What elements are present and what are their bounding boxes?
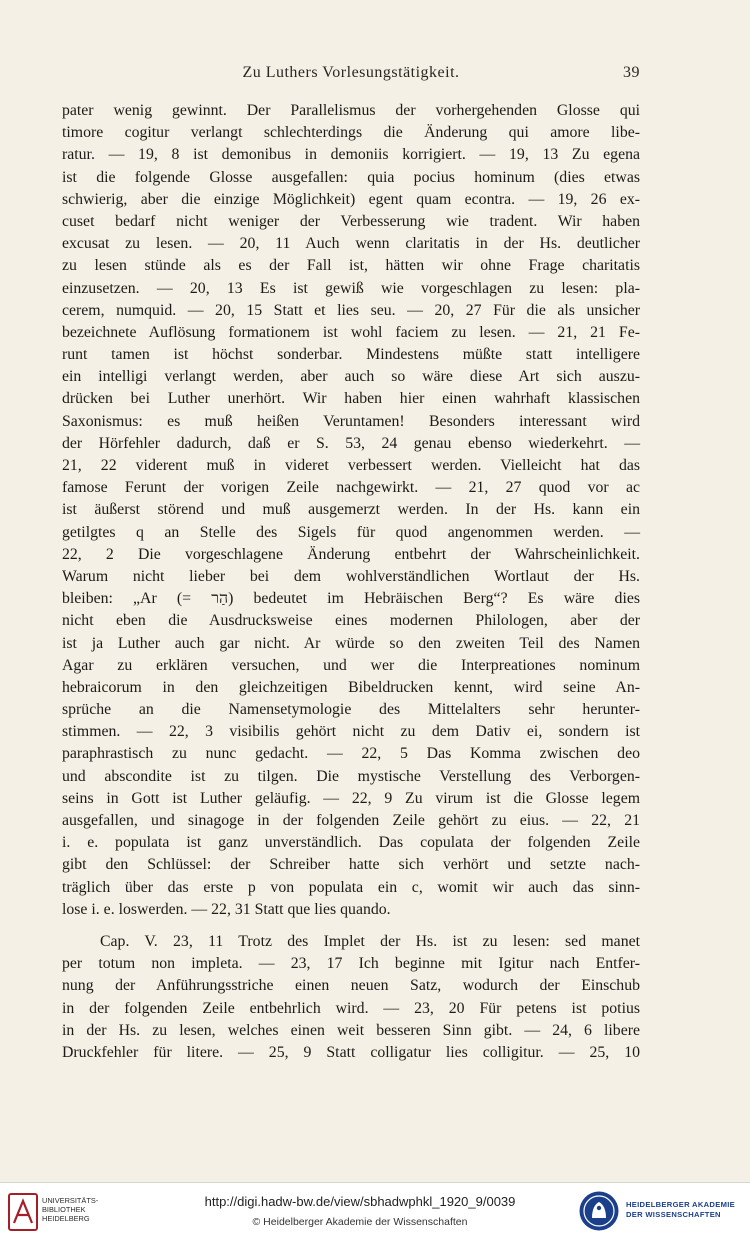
university-library-name: UNIVERSITÄTS- BIBLIOTHEK HEIDELBERG: [42, 1196, 99, 1223]
text-line: bleiben: „Ar (= הַר) bedeutet im Hebräischen Berg“? Es wäre dies: [62, 590, 640, 608]
text-line: der Hörfehler dadurch, daß er S. 53, 24 genau ebenso wiederkehrt. —: [62, 434, 640, 452]
university-library-logo-icon: [8, 1193, 38, 1231]
text-line: ist ja Luther auch gar nicht. Ar würde so den zweiten Teil des Namen: [62, 634, 640, 652]
footer-bar: [0, 1182, 750, 1241]
paragraph-2: [62, 931, 640, 1064]
text-line: Cap. V. 23, 11 Trotz des Implet der Hs. ist zu lesen: sed manet: [100, 932, 640, 950]
text-line: ein intelligi verlangt werden, aber auch so wäre diese Art sich auszu-: [62, 368, 640, 386]
text-line: per totum non impleta. — 23, 17 Ich beginne mit Igitur nach Entfer-: [62, 955, 640, 973]
text-line: bezeichnete Auflösung formationem ist wohl faciem zu lesen. — 21, 21 Fe-: [62, 323, 640, 341]
text-line: seins in Gott ist Luther geläufig. — 22, 9 Zu virum ist die Glosse legem: [62, 789, 640, 807]
text-line: excusat zu lesen. — 20, 11 Auch wenn claritatis in der Hs. deutlicher: [62, 235, 640, 253]
text-line: und abscondite ist zu tilgen. Die mystische Verstellung des Verborgen-: [62, 767, 640, 785]
text-line: i. e. populata ist ganz unverständlich. Das copulata der folgenden Zeile: [62, 834, 640, 852]
text-line: träglich über das erste p von populata ein c, womit wir auch das sinn-: [62, 878, 640, 896]
text-line: Warum nicht lieber bei dem wohlverständlichen Wortlaut der Hs.: [62, 567, 640, 585]
text-line: Agar zu erklären versuchen, und wer die Interpreationes nominum: [62, 656, 640, 674]
running-title: Zu Luthers Vorlesungstätigkeit.: [242, 64, 460, 81]
text-line: ist die folgende Glosse ausgefallen: quia pocius hominum (dies etwas: [62, 168, 640, 186]
text-line: in der folgenden Zeile entbehrlich wird. — 23, 20 Für petens ist potius: [62, 999, 640, 1017]
text-line: 22, 2 Die vorgeschlagene Änderung entbehrt der Wahrscheinlichkeit.: [62, 545, 640, 563]
text-line: cuset bedarf nicht weniger der Verbesserung wie tradent. Wir haben: [62, 212, 640, 230]
running-head: [62, 64, 640, 84]
text-line: cerem, numquid. — 20, 15 Statt et lies seu. — 20, 27 Für die als unsicher: [62, 301, 640, 319]
text-line: Saxonismus: es muß heißen Veruntamen! Besonders interessant wird: [62, 412, 640, 430]
text-line: zu lesen stünde als es der Fall ist, hätten wir ohne Frage charitatis: [62, 257, 640, 275]
academy-name: HEIDELBERGER AKADEMIE DER WISSENSCHAFTEN: [626, 1200, 735, 1219]
text-line: getilgtes q an Stelle des Sigels für quod angenommen werden. —: [62, 523, 640, 541]
text-line: ist äußerst störend und muß ausgemerzt werden. In der Hs. kann ein: [62, 501, 640, 519]
text-line: timore cogitur verlangt schlechterdings die Änderung qui amore libe-: [62, 124, 640, 142]
text-line: ausgefallen, und sinagoge in der folgenden Zeile gehört zu eius. — 22, 21: [62, 812, 640, 829]
text-line: nicht eben die Ausdrucksweise eines modernen Philologen, aber der: [62, 612, 640, 630]
text-line: famose Ferunt der vorigen Zeile nachgewirkt. — 21, 27 quod vor ac: [62, 479, 640, 497]
text-line: in der Hs. zu lesen, welches einen weit besseren Sinn gibt. — 24, 6 libere: [62, 1021, 640, 1039]
text-line: hebraicorum in den gleichzeitigen Bibeldrucken kennt, wird seine An-: [62, 678, 640, 696]
text-line: nung der Anführungsstriche einen neuen Satz, wodurch der Einschub: [62, 977, 640, 995]
page-number: 39: [623, 64, 640, 81]
text-line: runt tamen ist höchst sonderbar. Mindestens müßte statt intelligere: [62, 346, 640, 364]
text-line: ratur. — 19, 8 ist demonibus in demoniis korrigiert. — 19, 13 Zu egena: [62, 146, 640, 164]
source-url-link[interactable]: http://digi.hadw-bw.de/view/sbhadwphkl_1920_9/0039: [204, 1194, 516, 1209]
text-line: sprüche an die Namensetymologie des Mittelalters sehr herunter-: [62, 701, 640, 719]
text-line: schwierig, aber die einzige Möglichkeit) egent quam econtra. — 19, 26 ex-: [62, 190, 640, 208]
text-line: pater wenig gewinnt. Der Parallelismus der vorhergehenden Glosse qui: [62, 102, 640, 119]
paragraph-1: [62, 100, 640, 921]
text-line: stimmen. — 22, 3 visibilis gehört nicht zu dem Dativ ei, sondern ist: [62, 723, 640, 741]
body-text: [62, 100, 640, 1064]
text-line: drücken bei Luther unerhört. Wir haben hier einen wahrhaft klassischen: [62, 390, 640, 408]
text-line: gibt den Schlüssel: der Schreiber hatte sich verhört und setzte nach-: [62, 856, 640, 874]
text-line: 21, 22 viderent muß in videret verbessert werden. Vielleicht hat das: [62, 457, 640, 474]
text-line: lose i. e. loswerden. — 22, 31 Statt que lies quando.: [62, 900, 391, 918]
text-line: paraphrastisch zu nunc gedacht. — 22, 5 Das Komma zwischen deo: [62, 745, 640, 763]
text-line: Druckfehler für litere. — 25, 9 Statt colligatur lies colligitur. — 25, 10: [62, 1043, 640, 1061]
text-line: einzusetzen. — 20, 13 Es ist gewiß wie vorgeschlagen zu lesen: pla-: [62, 279, 640, 297]
copyright-notice: © Heidelberger Akademie der Wissenschaften: [252, 1216, 468, 1228]
academy-seal-icon: [578, 1190, 620, 1232]
